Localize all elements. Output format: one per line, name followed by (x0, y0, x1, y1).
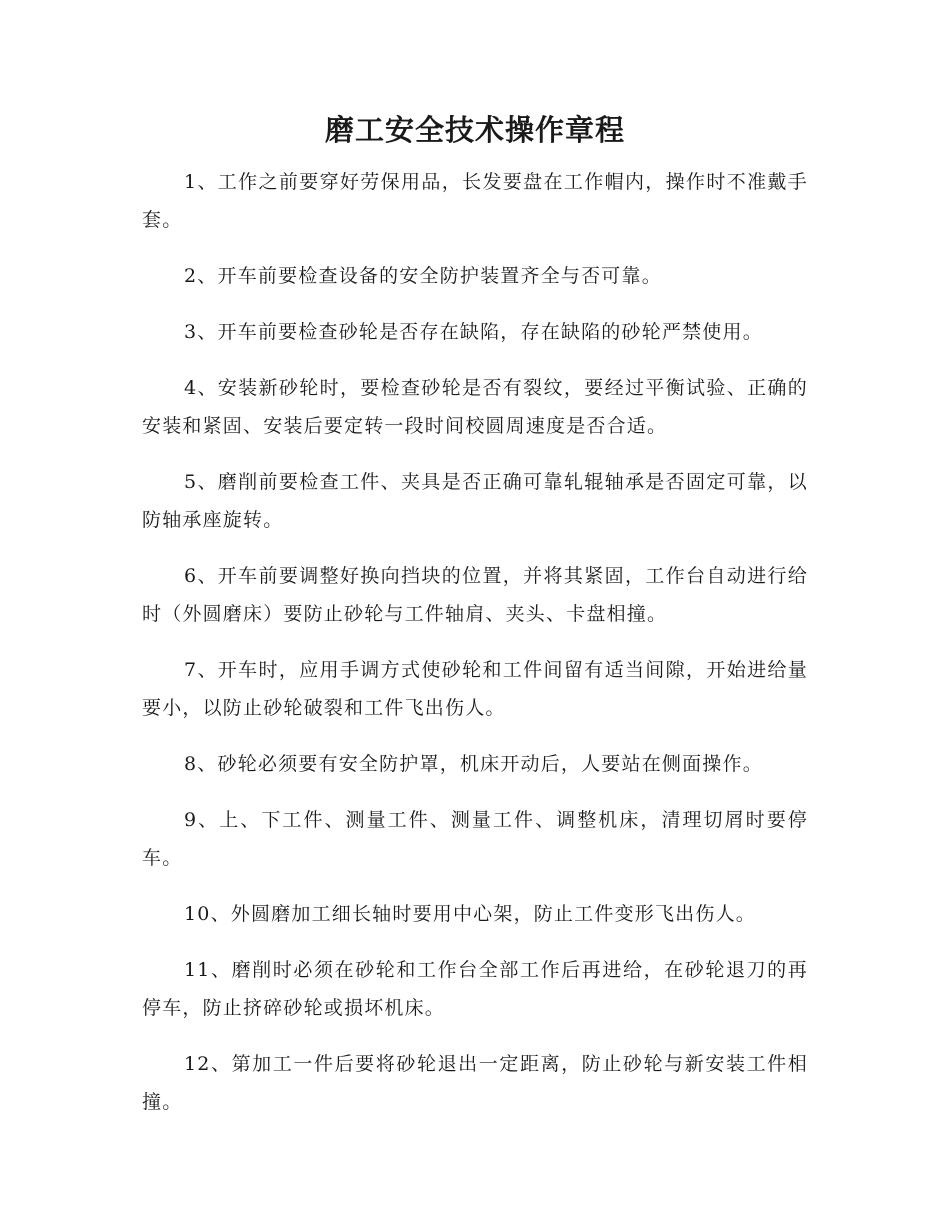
document-title: 磨工安全技术操作章程 (324, 113, 625, 147)
paragraph-3: 3、开车前要检查砂轮是否存在缺陷，存在缺陷的砂轮严禁使用。 (184, 321, 763, 343)
paragraph-1: 1、工作之前要穿好劳保用品，长发要盘在工作帽内，操作时不准戴手套。 (142, 171, 808, 231)
paragraph-6: 6、开车前要调整好换向挡块的位置，并将其紧固，工作台自动进行给时（外圆磨床）要防止砂轮与工件轴肩、夹头、卡盘相撞。 (142, 565, 808, 625)
paragraph-2: 2、开车前要检查设备的安全防护装置齐全与否可靠。 (184, 265, 662, 287)
paragraph-12: 12、第加工一件后要将砂轮退出一定距离，防止砂轮与新安装工件相撞。 (142, 1053, 808, 1113)
document-body (142, 163, 808, 1139)
paragraph-8: 8、砂轮必须要有安全防护罩，机床开动后，人要站在侧面操作。 (184, 753, 763, 775)
paragraph-9: 9、上、下工件、测量工件、测量工件、调整机床，清理切屑时要停车。 (142, 809, 808, 869)
paragraph-11: 11、磨削时必须在砂轮和工作台全部工作后再进给，在砂轮退刀的再停车，防止挤碎砂轮或损坏机床。 (142, 959, 808, 1019)
paragraph-10: 10、外圆磨加工细长轴时要用中心架，防止工件变形飞出伤人。 (184, 903, 756, 925)
paragraph-4: 4、安装新砂轮时，要检查砂轮是否有裂纹，要经过平衡试验、正确的安装和紧固、安装后要定转一段时间校圆周速度是否合适。 (142, 377, 808, 437)
paragraph-7: 7、开车时，应用手调方式使砂轮和工件间留有适当间隙，开始进给量要小，以防止砂轮破裂和工件飞出伤人。 (142, 659, 808, 719)
paragraph-5: 5、磨削前要检查工件、夹具是否正确可靠轧辊轴承是否固定可靠，以防轴承座旋转。 (142, 471, 808, 531)
